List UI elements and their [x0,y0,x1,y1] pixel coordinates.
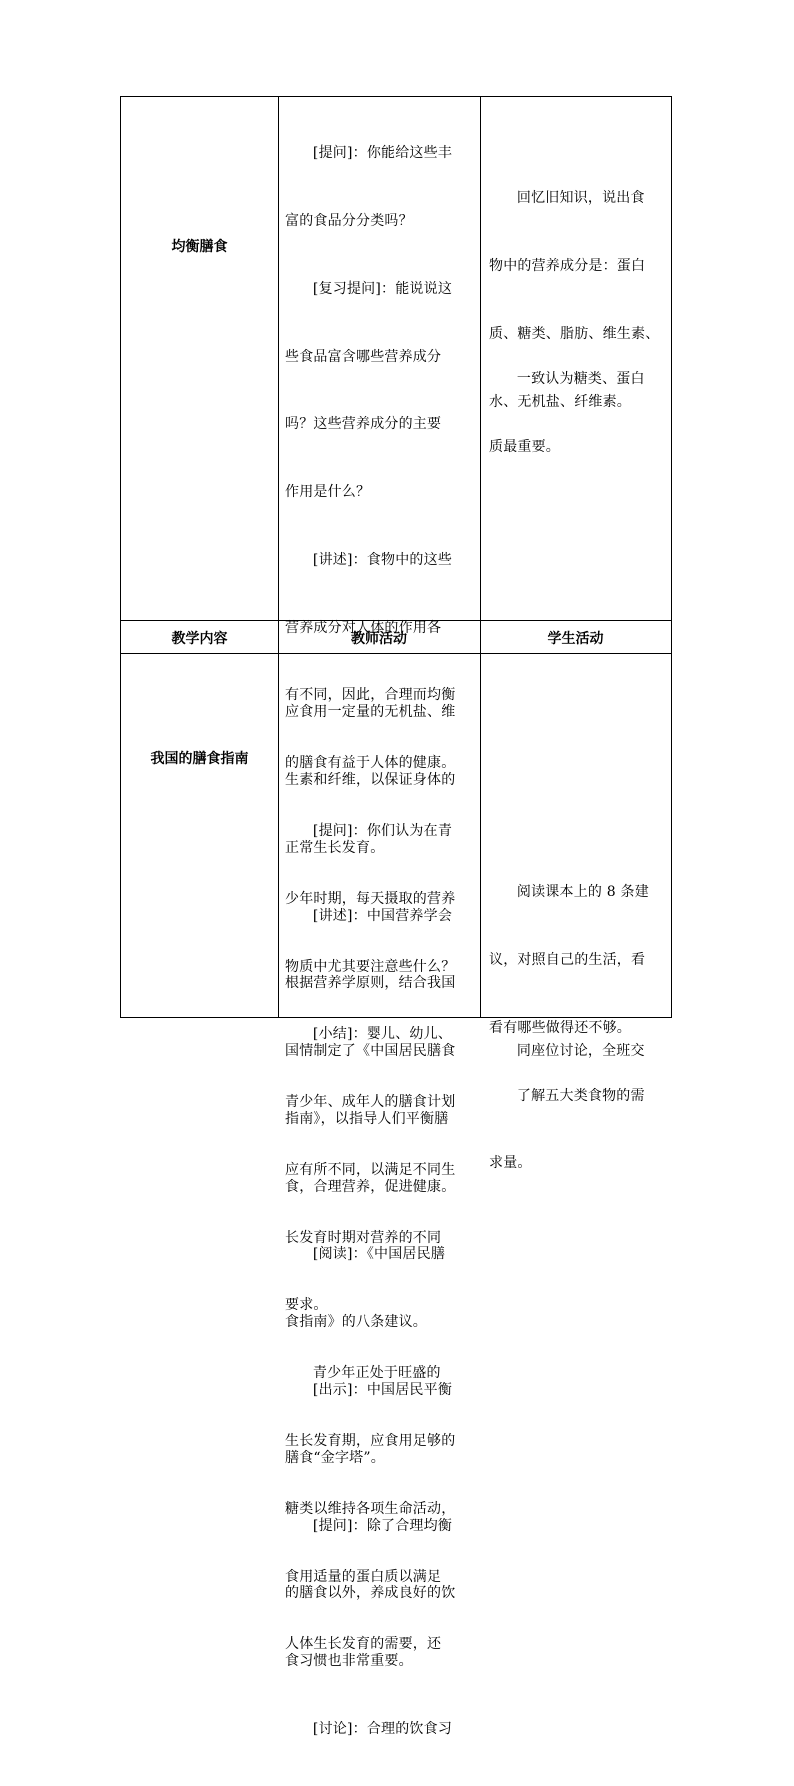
text-line: 膳食“金字塔”。 [285,1449,385,1466]
topic-balanced-diet: 均衡膳食 [171,239,228,255]
text-line: 水、无机盐、纤维素。 [489,393,631,410]
text-line: 了解五大类食物的需 [489,1087,645,1104]
text-line: 生素和纤维，以保证身体的 [285,771,456,788]
text-line: 少年时期，每天摄取的营养 [285,890,456,907]
text-line: 应食用一定量的无机盐、维 [285,704,456,721]
text-line: 物质中尤其要注意些什么？ [285,958,456,975]
text-line: 要求。 [285,1297,328,1314]
text-line: [提问]：你们认为在青 [285,823,453,839]
text-line: [讲述]：中国营养学会 [285,907,453,924]
text-line: 国情制定了《中国居民膳食 [285,1043,456,1060]
text-line: 青少年、成年人的膳食计划 [285,1094,456,1111]
text-line: 同座位讨论，全班交 [489,1043,645,1060]
text-line: 食指南》的八条建议。 [285,1314,427,1331]
text-line: [讲述]：食物中的这些 [285,551,453,568]
text-line: 作用是什么？ [285,484,371,501]
text-line: 物中的营养成分是：蛋白 [489,257,646,274]
student-activity-2b [489,995,645,1108]
text-line: 求量。 [489,1155,532,1172]
text-line: 食用适量的蛋白质以满足 [285,1568,442,1585]
text-line: [复习提问]：能说说这 [285,280,453,297]
text-line: 议，对照自己的生活，看 [489,951,646,968]
text-line: 根据营养学原则，结合我国 [285,975,456,992]
text-line: [提问]：你能给这些丰 [285,145,453,162]
text-line: 看有哪些做得还不够。 [489,1019,631,1036]
topic-dietary-guidelines: 我国的膳食指南 [150,751,249,767]
header-teacher-activity: 教师活动 [351,631,407,647]
text-line: [讨论]：合理的饮食习 [285,1720,453,1737]
header-teaching-content: 教学内容 [171,631,228,647]
text-line: [小结]：婴儿、幼儿、 [285,1026,453,1043]
column-divider-1 [278,97,279,1017]
text-line: 营养成分对人体的作用各 [285,619,442,636]
text-line: [提问]：除了合理均衡 [285,1517,453,1534]
text-line: 食习惯也非常重要。 [285,1653,413,1670]
text-line: [阅读]：《中国居民膳 [285,1246,446,1263]
teacher-activity-2 [285,656,455,1786]
lesson-plan-table [120,96,672,1737]
text-line: 青少年正处于旺盛的 [285,1365,441,1382]
text-line: 的膳食有益于人体的健康。 [285,755,456,772]
text-line: 一致认为糖类、蛋白 [489,371,645,388]
text-line: [出示]：中国居民平衡 [285,1382,453,1398]
text-line: 正常生长发育。 [285,839,385,856]
text-line: 指南》，以指导人们平衡膳 [285,1110,449,1127]
text-line: 质、糖类、脂肪、维生素、 [489,325,660,342]
text-line: 长发育时期对营养的不同 [285,1229,442,1246]
column-divider-2 [480,97,481,1017]
text-line: 人体生长发育的需要，还 [285,1636,442,1653]
text-line: 糖类以维持各项生命活动， [285,1500,456,1517]
text-line: 质最重要。 [489,438,560,455]
text-line: 阅读课本上的 8 条建 [489,884,649,901]
text-line: 回忆旧知识，说出食 [489,190,645,207]
text-line: 食，合理营养，促进健康。 [285,1178,456,1195]
text-line: 有不同，因此，合理而均衡 [285,687,456,704]
header-student-activity: 学生活动 [547,631,604,647]
student-activity-1b [489,323,645,504]
text-line: 富的食品分分类吗？ [285,212,413,229]
text-line: 吗？这些营养成分的主要 [285,416,442,433]
text-line: 应有所不同，以满足不同生 [285,1161,456,1178]
text-line: 生长发育期，应食用足够的 [285,1433,456,1450]
text-line: 的膳食以外，养成良好的饮 [285,1585,456,1602]
text-line: 些食品富含哪些营养成分 [285,348,442,365]
